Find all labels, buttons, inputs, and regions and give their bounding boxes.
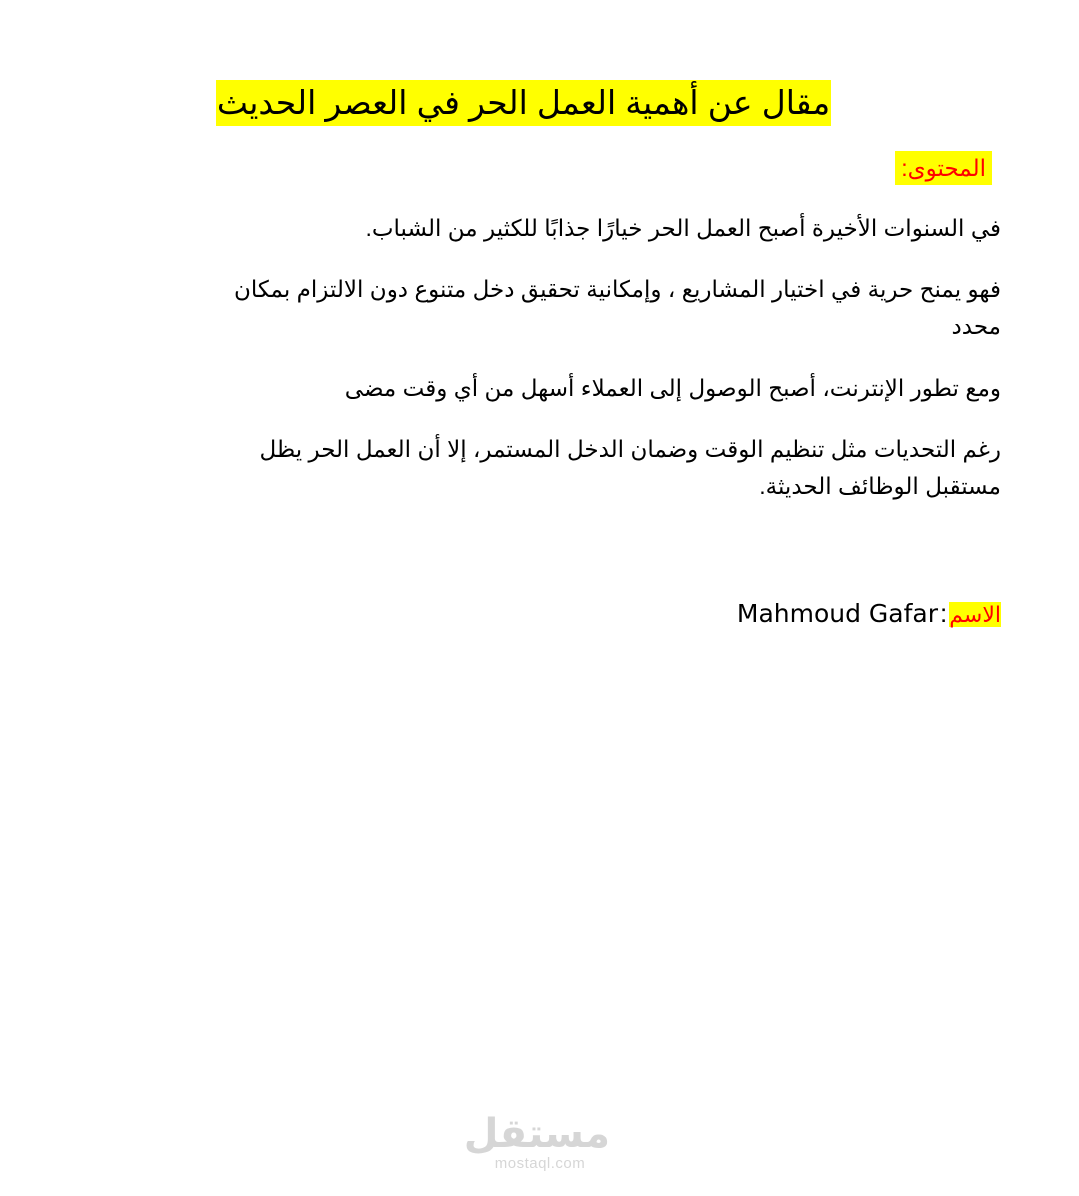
paragraph-4: رغم التحديات مثل تنظيم الوقت وضمان الدخل المستمر، إلا أن العمل الحر يظل مستقبل الوظائف الحديثة. xyxy=(259,436,1001,499)
paragraph-2: فهو يمنح حرية في اختيار المشاريع ، وإمكانية تحقيق دخل متنوع دون الالتزام بمكان محدد xyxy=(233,276,1001,339)
name-label: الاسم xyxy=(949,602,1001,627)
name-colon: : xyxy=(940,598,948,628)
mostaql-logo: مستقل xyxy=(463,1112,610,1156)
article-title: مقال عن أهمية العمل الحر في العصر الحديث xyxy=(216,80,831,126)
paragraph-3: ومع تطور الإنترنت، أصبح الوصول إلى العملاء أسهل من أي وقت مضى xyxy=(344,375,1001,401)
author-name-line xyxy=(737,596,1001,632)
paragraph-1: في السنوات الأخيرة أصبح العمل الحر خيارًا جذابًا للكثير من الشباب. xyxy=(365,215,1001,241)
mostaql-url: mostaql.com xyxy=(494,1155,586,1172)
mostaql-watermark xyxy=(463,1112,610,1172)
author-name: Mahmoud Gafar xyxy=(736,599,939,628)
content-label: المحتوى: xyxy=(895,151,992,185)
